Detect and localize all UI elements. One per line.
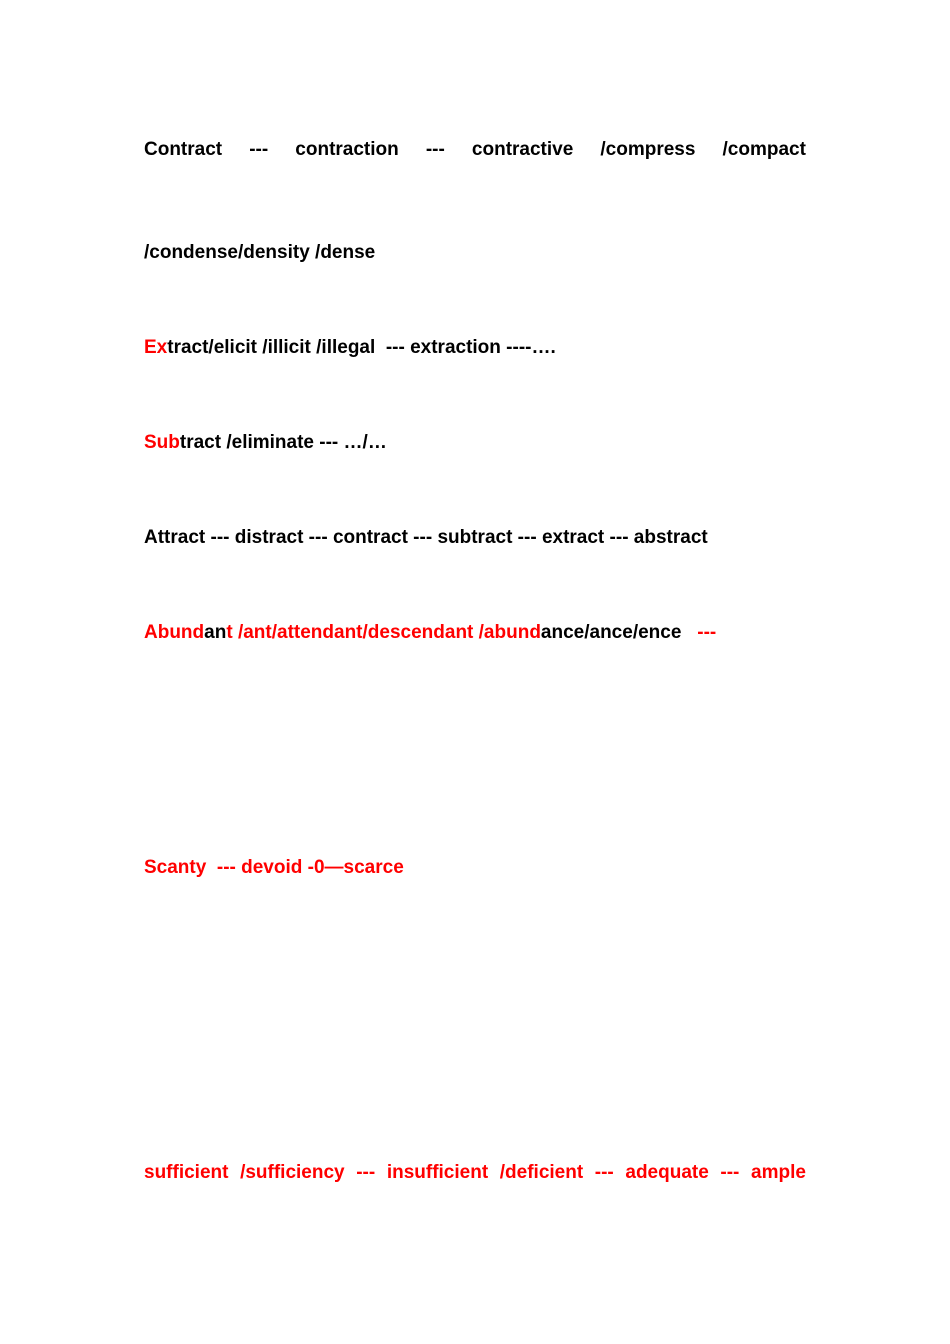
highlight-text: --- [681,622,717,643]
word: /compact [722,139,806,160]
line-text: tract /eliminate --- …/… [179,432,387,453]
word: /sufficiency [240,1162,345,1183]
word: insufficient [386,1162,489,1183]
word: ample [751,1162,806,1183]
word: sufficient [144,1162,229,1183]
prefix-highlight: Sub [144,432,180,453]
word: --- [425,139,445,160]
line-attract: Attract --- distract --- contract --- subtract --- extract --- abstract [144,527,708,548]
word: --- [720,1162,740,1183]
line-sufficient [144,1161,806,1185]
line-abundant [144,621,716,645]
line-condense: /condense/density /dense [144,242,376,263]
highlight-text: t /ant/attendant/descendant /abund [226,622,541,643]
line-text: ance/ance/ence [540,622,682,643]
word: --- [356,1162,376,1183]
prefix-highlight: Ex [144,337,168,358]
highlight-text: Abund [144,622,205,643]
line-extract [144,336,556,360]
line-text: an [204,622,227,643]
line-text: tract/elicit /illicit /illegal --- extraction ----…. [167,337,556,358]
line-subtract [144,431,387,455]
word: --- [249,139,269,160]
word: contraction [295,139,399,160]
line-contract [144,138,806,162]
word: contractive [471,139,574,160]
word: adequate [625,1162,709,1183]
word: --- [594,1162,614,1183]
word: Contract [144,139,223,160]
word: /compress [600,139,696,160]
line-scanty: Scanty --- devoid -0—scarce [144,857,404,878]
word: /deficient [499,1162,584,1183]
